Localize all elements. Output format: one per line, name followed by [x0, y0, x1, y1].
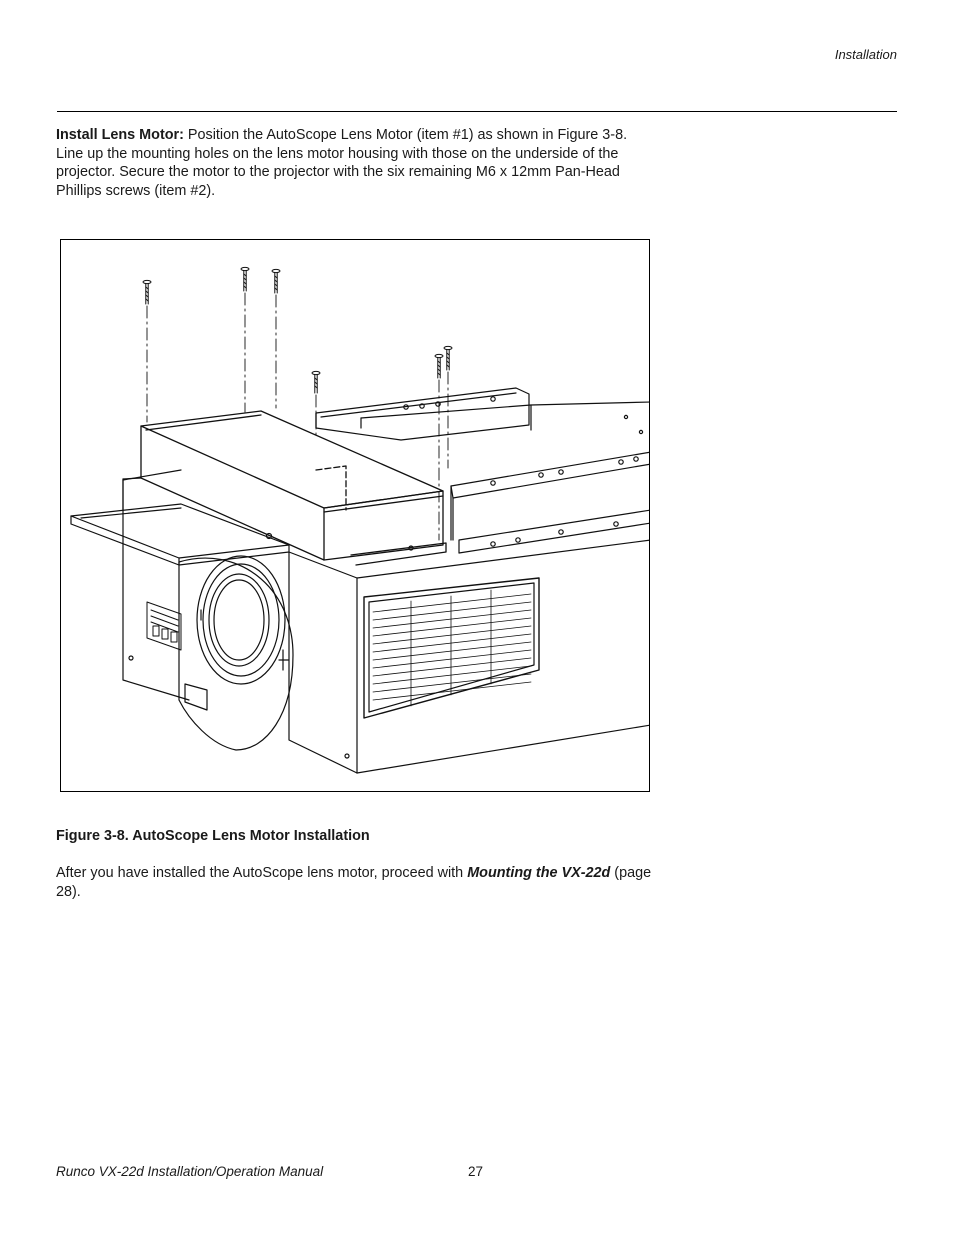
lens-motor-installation-figure: [60, 239, 650, 792]
vent-grille: [364, 578, 539, 718]
screws: [143, 267, 452, 393]
mounting-bracket: [71, 478, 289, 565]
running-header: Installation: [834, 47, 897, 62]
top-middle-rail: [451, 452, 650, 540]
screw: [143, 280, 151, 304]
next-step-text: After you have installed the AutoScope lens motor, proceed with: [56, 865, 468, 881]
footer-document-title: Runco VX-22d Installation/Operation Manual: [56, 1164, 324, 1179]
control-panel: [147, 602, 181, 650]
screw: [435, 354, 443, 378]
figure-caption: Figure 3-8. AutoScope Lens Motor Installation: [56, 828, 370, 844]
alignment-lines: [147, 293, 448, 540]
paragraph-body: Position the AutoScope Lens Motor (item #1) as shown in Figure 3-8. Line up the mounting holes on the lens motor housing with those on the underside of the projector. Secure the motor to the projector with the six remaining M6 x 12mm Pan-Head Phillips screws (item #2).: [56, 127, 628, 199]
screw: [444, 346, 452, 370]
projector-line-drawing: [61, 240, 650, 792]
top-rear-plate: [316, 388, 650, 440]
screw: [312, 371, 320, 393]
header-rule: [57, 111, 897, 112]
screw: [241, 267, 249, 291]
paragraph-lead: Install Lens Motor:: [56, 127, 184, 143]
mounting-cross-reference-link[interactable]: Mounting the VX-22d: [467, 865, 611, 881]
projection-lens: [179, 556, 293, 750]
install-lens-motor-paragraph: [56, 126, 656, 200]
next-step-paragraph: [56, 864, 676, 902]
screw: [272, 269, 280, 293]
top-front-rail: [459, 510, 650, 553]
next-step-page-ref: (page 28).: [56, 865, 652, 900]
footer-page-number: 27: [468, 1164, 484, 1179]
